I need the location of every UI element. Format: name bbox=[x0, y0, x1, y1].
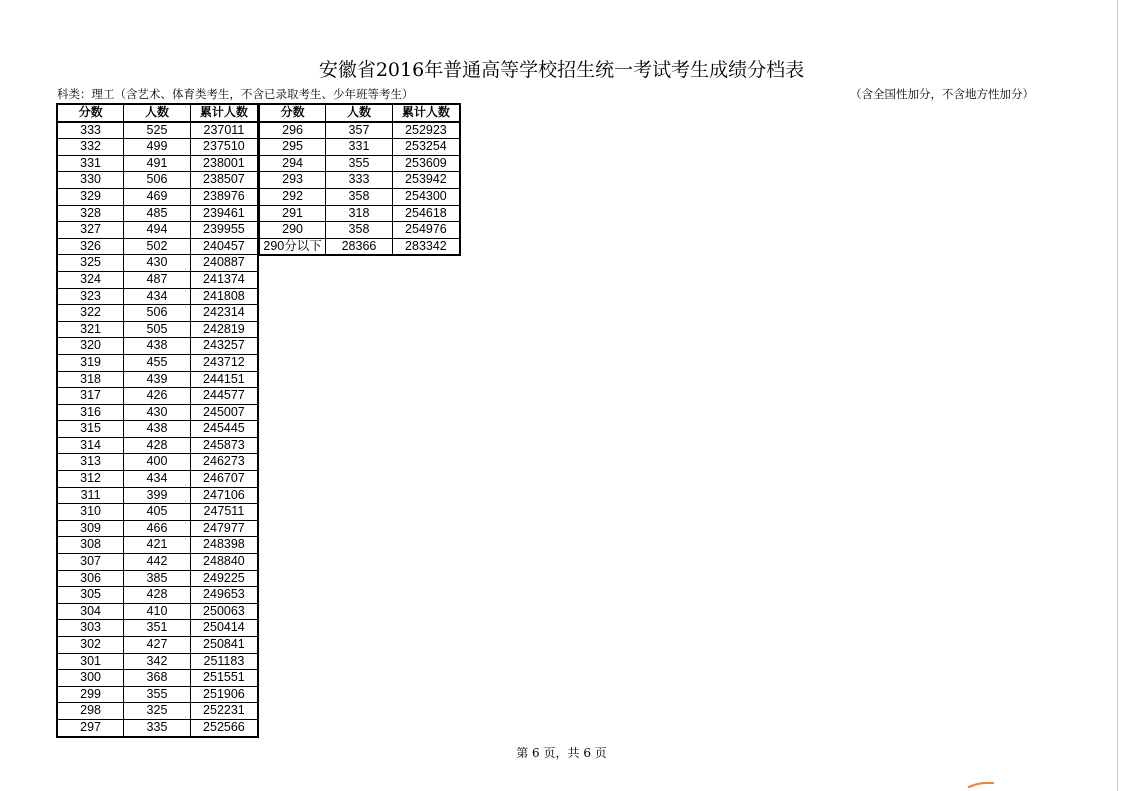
cell-cumulative: 243712 bbox=[190, 354, 258, 371]
table-row bbox=[259, 172, 460, 189]
cell-score: 317 bbox=[57, 388, 124, 405]
cell-count: 399 bbox=[124, 487, 191, 504]
table-row bbox=[57, 570, 258, 587]
table-row bbox=[57, 321, 258, 338]
cell-cumulative: 244577 bbox=[190, 388, 258, 405]
cell-cumulative: 248840 bbox=[190, 554, 258, 571]
column-header-cumulative: 累计人数 bbox=[392, 104, 460, 122]
table-body-right bbox=[259, 122, 460, 256]
table-row bbox=[57, 719, 258, 736]
cell-count: 318 bbox=[326, 205, 393, 222]
cell-cumulative: 247106 bbox=[190, 487, 258, 504]
cell-score: 295 bbox=[259, 139, 326, 156]
cell-score: 326 bbox=[57, 238, 124, 255]
cell-score: 318 bbox=[57, 371, 124, 388]
subject-note: 科类：理工（含艺术、体育类考生，不含已录取考生、少年班等考生） bbox=[57, 87, 414, 101]
cell-count: 357 bbox=[326, 122, 393, 139]
cell-count: 368 bbox=[124, 670, 191, 687]
cell-cumulative: 237011 bbox=[190, 122, 258, 139]
bonus-note: （含全国性加分，不含地方性加分） bbox=[850, 87, 1034, 101]
cell-count: 502 bbox=[124, 238, 191, 255]
cell-score: 310 bbox=[57, 504, 124, 521]
cell-count: 430 bbox=[124, 255, 191, 272]
cell-score: 293 bbox=[259, 172, 326, 189]
table-row bbox=[57, 354, 258, 371]
cell-count: 28366 bbox=[326, 238, 393, 255]
table-row bbox=[57, 222, 258, 239]
cell-score: 313 bbox=[57, 454, 124, 471]
table-row bbox=[57, 520, 258, 537]
cell-score: 299 bbox=[57, 686, 124, 703]
cell-count: 358 bbox=[326, 188, 393, 205]
cell-count: 442 bbox=[124, 554, 191, 571]
cell-count: 335 bbox=[124, 719, 191, 736]
cell-count: 358 bbox=[326, 222, 393, 239]
cell-count: 421 bbox=[124, 537, 191, 554]
cell-cumulative: 239955 bbox=[190, 222, 258, 239]
table-row bbox=[259, 155, 460, 172]
cell-count: 491 bbox=[124, 155, 191, 172]
cell-count: 506 bbox=[124, 305, 191, 322]
table-row bbox=[57, 437, 258, 454]
cell-cumulative: 238001 bbox=[190, 155, 258, 172]
cell-score: 331 bbox=[57, 155, 124, 172]
cell-score: 292 bbox=[259, 188, 326, 205]
cell-count: 469 bbox=[124, 188, 191, 205]
corner-mark-icon bbox=[968, 782, 994, 788]
table-row bbox=[57, 172, 258, 189]
cell-cumulative: 253254 bbox=[392, 139, 460, 156]
cell-cumulative: 244151 bbox=[190, 371, 258, 388]
cell-cumulative: 240457 bbox=[190, 238, 258, 255]
cell-score: 304 bbox=[57, 603, 124, 620]
table-row bbox=[57, 703, 258, 720]
table-row bbox=[259, 139, 460, 156]
cell-score: 309 bbox=[57, 520, 124, 537]
cell-cumulative: 245445 bbox=[190, 421, 258, 438]
cell-count: 438 bbox=[124, 421, 191, 438]
cell-score: 323 bbox=[57, 288, 124, 305]
cell-cumulative: 241374 bbox=[190, 271, 258, 288]
cell-count: 499 bbox=[124, 139, 191, 156]
cell-cumulative: 242819 bbox=[190, 321, 258, 338]
cell-cumulative: 251183 bbox=[190, 653, 258, 670]
cell-cumulative: 237510 bbox=[190, 139, 258, 156]
cell-cumulative: 252231 bbox=[190, 703, 258, 720]
cell-score: 328 bbox=[57, 205, 124, 222]
table-row bbox=[259, 205, 460, 222]
cell-cumulative: 249225 bbox=[190, 570, 258, 587]
cell-count: 438 bbox=[124, 338, 191, 355]
cell-score: 290 bbox=[259, 222, 326, 239]
column-header-score: 分数 bbox=[57, 104, 124, 122]
cell-score: 316 bbox=[57, 404, 124, 421]
cell-score: 294 bbox=[259, 155, 326, 172]
cell-score: 311 bbox=[57, 487, 124, 504]
cell-score: 329 bbox=[57, 188, 124, 205]
cell-cumulative: 250063 bbox=[190, 603, 258, 620]
cell-score: 330 bbox=[57, 172, 124, 189]
table-row bbox=[57, 238, 258, 255]
cell-count: 428 bbox=[124, 437, 191, 454]
cell-count: 342 bbox=[124, 653, 191, 670]
cell-score: 290分以下 bbox=[259, 238, 326, 255]
cell-score: 308 bbox=[57, 537, 124, 554]
table-row bbox=[57, 471, 258, 488]
table-row bbox=[57, 205, 258, 222]
table-row bbox=[57, 288, 258, 305]
table-row bbox=[57, 255, 258, 272]
cell-score: 307 bbox=[57, 554, 124, 571]
cell-score: 301 bbox=[57, 653, 124, 670]
table-row bbox=[57, 188, 258, 205]
cell-cumulative: 253942 bbox=[392, 172, 460, 189]
cell-count: 385 bbox=[124, 570, 191, 587]
page-footer: 第 6 页，共 6 页 bbox=[516, 746, 607, 760]
cell-cumulative: 254976 bbox=[392, 222, 460, 239]
table-row bbox=[57, 504, 258, 521]
table-row bbox=[57, 670, 258, 687]
table-row bbox=[57, 338, 258, 355]
score-table-left bbox=[56, 103, 259, 738]
table-row bbox=[259, 122, 460, 139]
table-row bbox=[259, 222, 460, 239]
cell-score: 303 bbox=[57, 620, 124, 637]
cell-score: 297 bbox=[57, 719, 124, 736]
cell-count: 400 bbox=[124, 454, 191, 471]
cell-count: 427 bbox=[124, 637, 191, 654]
cell-count: 410 bbox=[124, 603, 191, 620]
cell-count: 487 bbox=[124, 271, 191, 288]
table-row bbox=[57, 686, 258, 703]
cell-count: 466 bbox=[124, 520, 191, 537]
cell-count: 455 bbox=[124, 354, 191, 371]
cell-score: 306 bbox=[57, 570, 124, 587]
cell-score: 291 bbox=[259, 205, 326, 222]
cell-score: 325 bbox=[57, 255, 124, 272]
table-row bbox=[259, 188, 460, 205]
cell-cumulative: 246273 bbox=[190, 454, 258, 471]
cell-cumulative: 238976 bbox=[190, 188, 258, 205]
cell-count: 434 bbox=[124, 471, 191, 488]
table-header-row bbox=[57, 104, 258, 122]
cell-cumulative: 245873 bbox=[190, 437, 258, 454]
table-row bbox=[57, 305, 258, 322]
table-row bbox=[57, 620, 258, 637]
cell-count: 439 bbox=[124, 371, 191, 388]
table-body-left bbox=[57, 122, 258, 737]
table-row bbox=[57, 537, 258, 554]
column-header-count: 人数 bbox=[326, 104, 393, 122]
cell-cumulative: 252566 bbox=[190, 719, 258, 736]
cell-count: 355 bbox=[124, 686, 191, 703]
cell-cumulative: 246707 bbox=[190, 471, 258, 488]
cell-count: 430 bbox=[124, 404, 191, 421]
table-row bbox=[57, 554, 258, 571]
cell-cumulative: 239461 bbox=[190, 205, 258, 222]
table-row bbox=[57, 122, 258, 139]
column-header-cumulative: 累计人数 bbox=[190, 104, 258, 122]
table-row bbox=[57, 454, 258, 471]
cell-cumulative: 249653 bbox=[190, 587, 258, 604]
table-row bbox=[57, 371, 258, 388]
table-row bbox=[57, 653, 258, 670]
cell-score: 332 bbox=[57, 139, 124, 156]
cell-cumulative: 241808 bbox=[190, 288, 258, 305]
table-row bbox=[57, 637, 258, 654]
cell-cumulative: 238507 bbox=[190, 172, 258, 189]
cell-score: 320 bbox=[57, 338, 124, 355]
cell-cumulative: 283342 bbox=[392, 238, 460, 255]
cell-cumulative: 247511 bbox=[190, 504, 258, 521]
table-row bbox=[57, 603, 258, 620]
table-row bbox=[57, 388, 258, 405]
cell-score: 298 bbox=[57, 703, 124, 720]
cell-cumulative: 240887 bbox=[190, 255, 258, 272]
cell-count: 434 bbox=[124, 288, 191, 305]
cell-score: 315 bbox=[57, 421, 124, 438]
cell-score: 319 bbox=[57, 354, 124, 371]
cell-count: 331 bbox=[326, 139, 393, 156]
table-row bbox=[57, 404, 258, 421]
cell-score: 305 bbox=[57, 587, 124, 604]
column-header-score: 分数 bbox=[259, 104, 326, 122]
table-row bbox=[57, 587, 258, 604]
cell-cumulative: 253609 bbox=[392, 155, 460, 172]
cell-count: 405 bbox=[124, 504, 191, 521]
cell-count: 426 bbox=[124, 388, 191, 405]
cell-score: 322 bbox=[57, 305, 124, 322]
cell-score: 321 bbox=[57, 321, 124, 338]
page-edge-rule bbox=[1117, 0, 1118, 791]
cell-score: 300 bbox=[57, 670, 124, 687]
table-row bbox=[259, 238, 460, 255]
cell-cumulative: 242314 bbox=[190, 305, 258, 322]
cell-cumulative: 251551 bbox=[190, 670, 258, 687]
cell-cumulative: 250841 bbox=[190, 637, 258, 654]
cell-count: 428 bbox=[124, 587, 191, 604]
cell-count: 333 bbox=[326, 172, 393, 189]
cell-count: 485 bbox=[124, 205, 191, 222]
cell-score: 312 bbox=[57, 471, 124, 488]
table-row bbox=[57, 487, 258, 504]
cell-cumulative: 248398 bbox=[190, 537, 258, 554]
cell-cumulative: 252923 bbox=[392, 122, 460, 139]
cell-count: 351 bbox=[124, 620, 191, 637]
cell-cumulative: 254618 bbox=[392, 205, 460, 222]
cell-cumulative: 251906 bbox=[190, 686, 258, 703]
cell-score: 333 bbox=[57, 122, 124, 139]
cell-cumulative: 250414 bbox=[190, 620, 258, 637]
cell-score: 324 bbox=[57, 271, 124, 288]
cell-score: 296 bbox=[259, 122, 326, 139]
cell-count: 505 bbox=[124, 321, 191, 338]
score-table-right bbox=[258, 103, 461, 256]
cell-count: 506 bbox=[124, 172, 191, 189]
table-row bbox=[57, 271, 258, 288]
cell-cumulative: 243257 bbox=[190, 338, 258, 355]
cell-score: 314 bbox=[57, 437, 124, 454]
cell-count: 325 bbox=[124, 703, 191, 720]
table-row bbox=[57, 155, 258, 172]
page-title: 安徽省2016年普通高等学校招生统一考试考生成绩分档表 bbox=[318, 59, 805, 81]
table-header-row bbox=[259, 104, 460, 122]
table-row bbox=[57, 139, 258, 156]
cell-count: 355 bbox=[326, 155, 393, 172]
cell-cumulative: 245007 bbox=[190, 404, 258, 421]
cell-cumulative: 254300 bbox=[392, 188, 460, 205]
cell-count: 525 bbox=[124, 122, 191, 139]
cell-count: 494 bbox=[124, 222, 191, 239]
cell-score: 327 bbox=[57, 222, 124, 239]
column-header-count: 人数 bbox=[124, 104, 191, 122]
table-row bbox=[57, 421, 258, 438]
cell-score: 302 bbox=[57, 637, 124, 654]
cell-cumulative: 247977 bbox=[190, 520, 258, 537]
